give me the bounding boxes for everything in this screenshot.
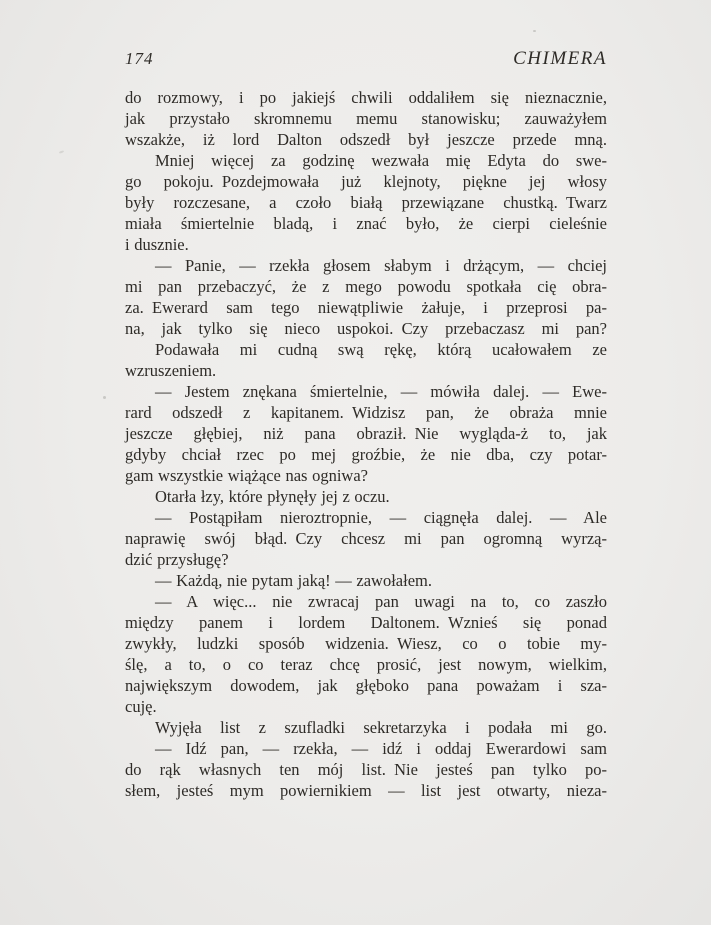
text-line: gam wszystkie wiążące nas ogniwa?: [125, 466, 368, 485]
text-line: zwykły, ludzki sposób widzenia. Wiesz, co o tobie my-: [125, 634, 607, 653]
text-line: — Idź pan, — rzekła, — idź i oddaj Ewerardowi sam: [155, 739, 607, 758]
scan-speck: [533, 30, 536, 32]
text-line: słem, jesteś mym powiernikiem — list jest otwarty, nieza-: [125, 781, 607, 800]
text-line: Otarła łzy, które płynęły jej z oczu.: [155, 487, 390, 506]
text-line: dzić przysługę?: [125, 550, 229, 569]
text-line: jeszcze głębiej, niż pana obraził. Nie wygląda-ż to, jak: [125, 424, 607, 443]
text-line: wszakże, iż lord Dalton odszedł był jeszcze przede mną.: [125, 130, 607, 149]
journal-title: CHIMERA: [513, 48, 607, 69]
text-line: — Jestem znękana śmiertelnie, — mówiła dalej. — Ewe-: [155, 382, 607, 401]
text-line: Mniej więcej za godzinę wezwała mię Edyta do swe-: [155, 151, 607, 170]
text-line: Podawała mi cudną swą rękę, którą ucałowałem ze: [155, 340, 607, 359]
text-line: — Panie, — rzekła głosem słabym i drżącym, — chciej: [155, 256, 607, 275]
text-line: były rozczesane, a czoło białą przewiązane chustką. Twarz: [125, 193, 607, 212]
text-line: na, jak tylko się nieco uspokoi. Czy przebaczasz mi pan?: [125, 319, 607, 338]
text-line: — Każdą, nie pytam jaką! — zawołałem.: [155, 571, 432, 590]
text-line: do rąk własnych ten mój list. Nie jesteś pan tylko po-: [125, 760, 607, 779]
text-line: za. Ewerard sam tego niewątpliwie żałuje, i przeprosi pa-: [125, 298, 607, 317]
text-line: największym dowodem, jak głęboko pana poważam i sza-: [125, 676, 607, 695]
text-line: między panem i lordem Daltonem. Wznieś się ponad: [125, 613, 607, 632]
text-line: — A więc... nie zwracaj pan uwagi na to, co zaszło: [155, 592, 607, 611]
text-line: naprawię swój błąd. Czy chcesz mi pan ogromną wyrzą-: [125, 529, 607, 548]
text-line: wzruszeniem.: [125, 361, 217, 380]
text-line: cuję.: [125, 697, 157, 716]
body-text: [125, 87, 607, 801]
text-line: ślę, a to, o co teraz chcę prosić, jest nowym, wielkim,: [125, 655, 607, 674]
text-line: jak przystało skromnemu memu stanowisku; zauważyłem: [125, 109, 607, 128]
text-line: mi pan przebaczyć, że z mego powodu spotkała cię obra-: [125, 277, 607, 296]
scan-speck: [103, 396, 106, 399]
text-line: go pokoju. Pozdejmowała już klejnoty, piękne jej włosy: [125, 172, 607, 191]
running-head: [125, 48, 607, 70]
text-line: Wyjęła list z szufladki sekretarzyka i podała mi go.: [155, 718, 607, 737]
text-line: i dusznie.: [125, 235, 189, 254]
text-line: rard odszedł z kapitanem. Widzisz pan, że obraża mnie: [125, 403, 607, 422]
text-line: — Postąpiłam nieroztropnie, — ciągnęła dalej. — Ale: [155, 508, 607, 527]
page-number: 174: [125, 49, 154, 68]
text-line: do rozmowy, i po jakiejś chwili oddaliłem się nieznacznie,: [125, 88, 607, 107]
scan-speck: [59, 150, 64, 154]
text-line: miała śmiertelnie bladą, i znać było, że cierpi cieleśnie: [125, 214, 607, 233]
text-line: gdyby chciał rzec po mej groźbie, że nie dba, czy potar-: [125, 445, 607, 464]
